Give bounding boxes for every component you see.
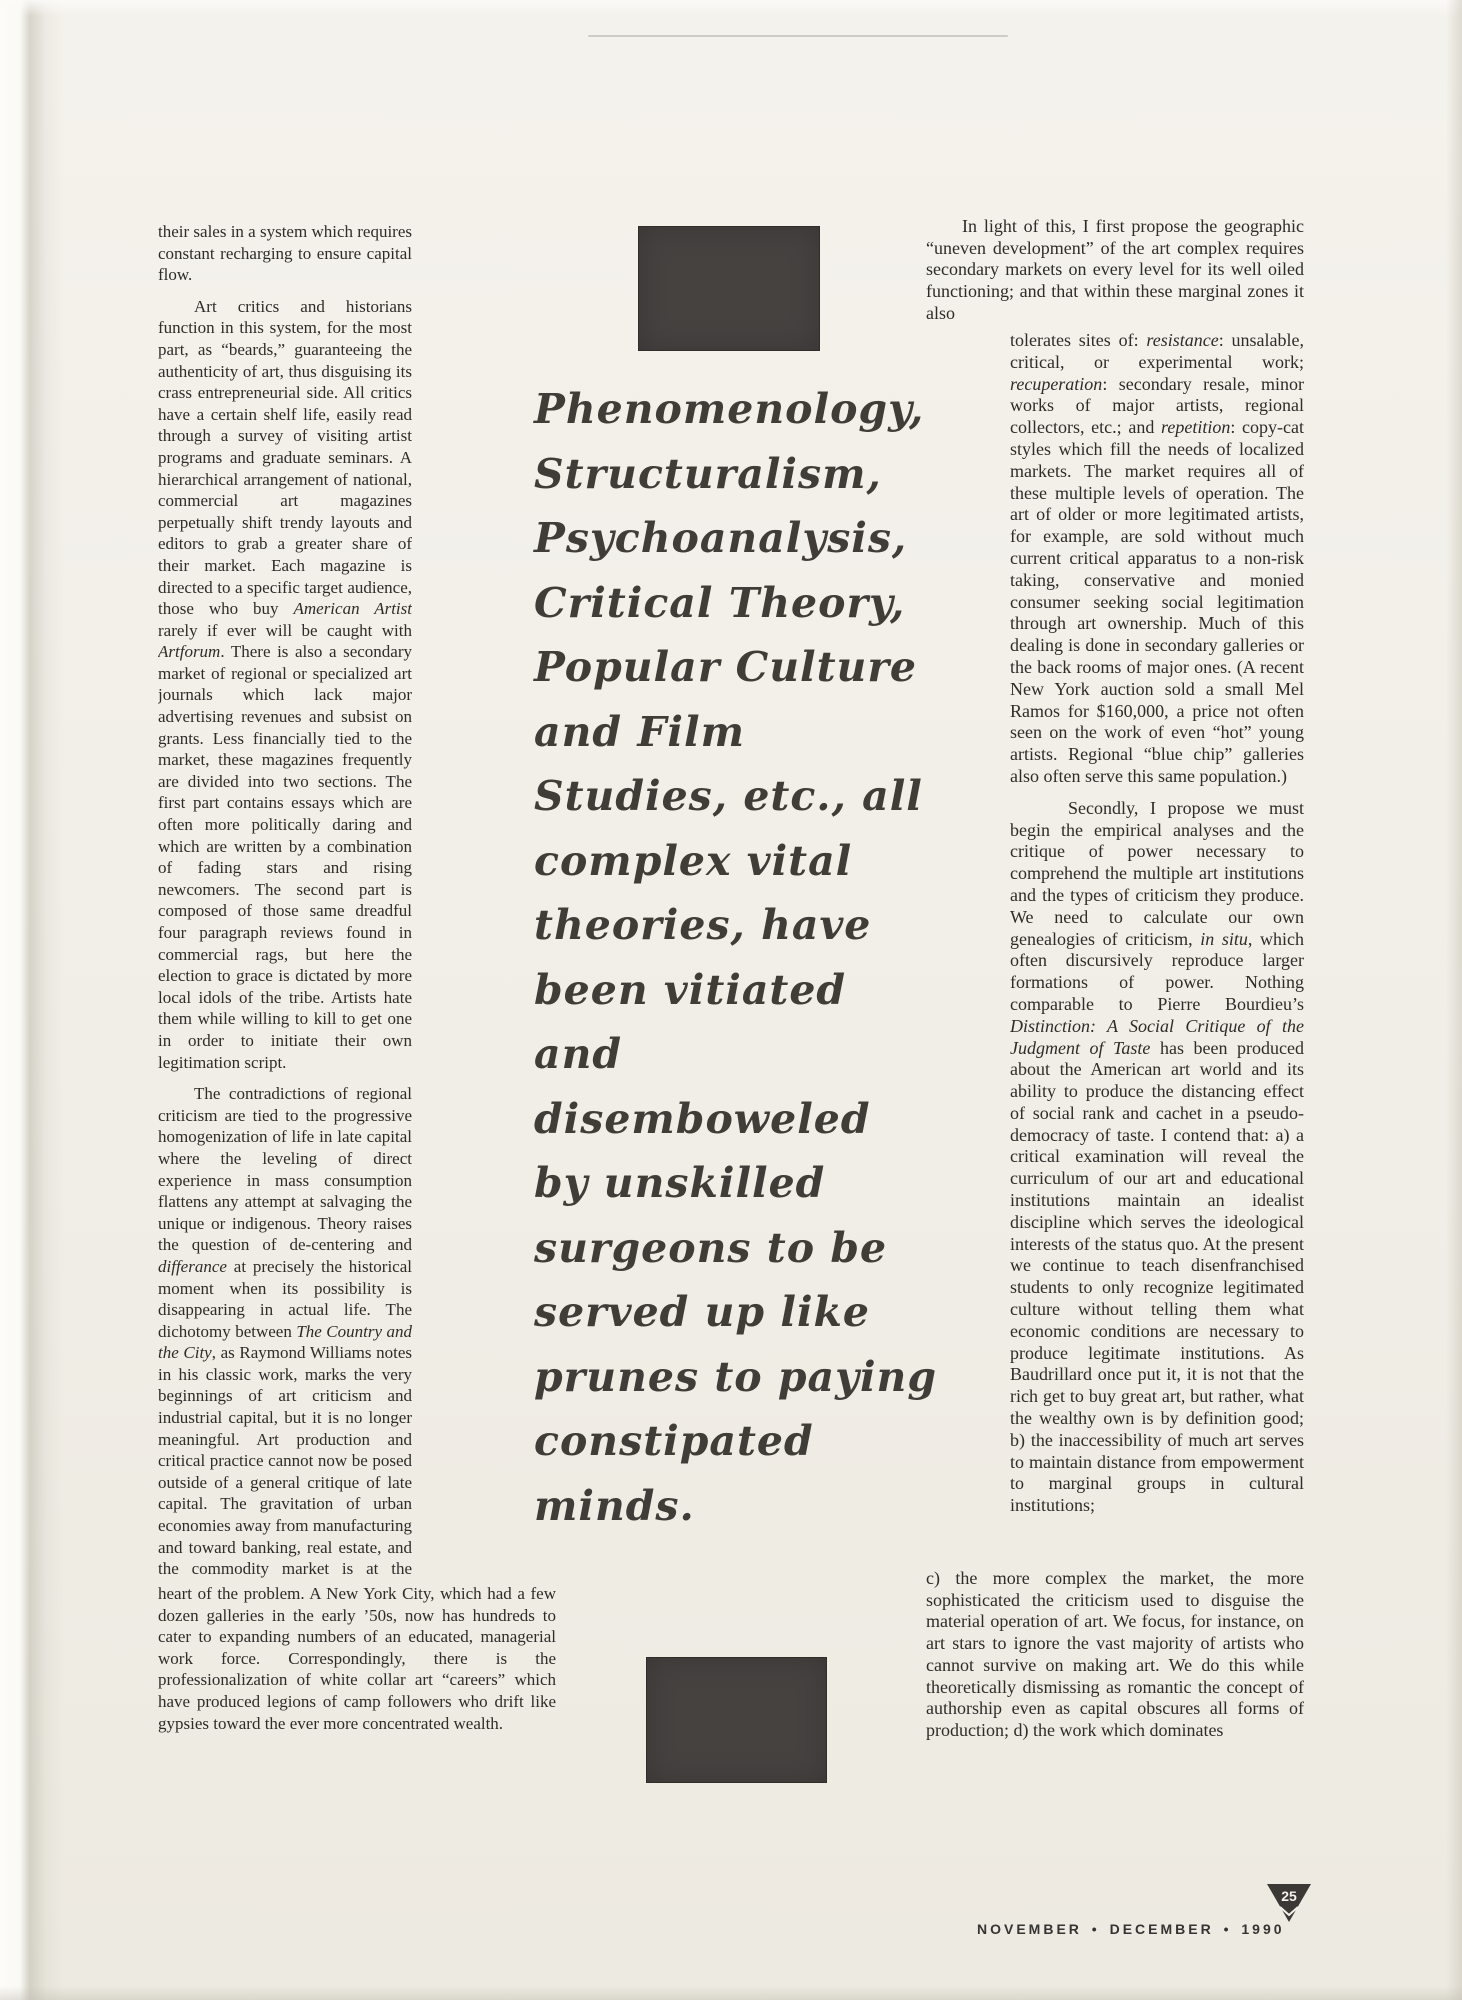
pull-quote-line: and: [534, 1030, 623, 1078]
pull-quote-line: minds.: [534, 1481, 695, 1530]
left-column-continuation: [158, 1583, 556, 1734]
scan-edge-top: [0, 0, 1462, 16]
paragraph: their sales in a system which requires constant recharging to ensure capital flow.: [158, 222, 412, 285]
pull-quote-line: Phenomenology,: [534, 385, 925, 433]
pull-quote-line: Studies, etc., all: [534, 772, 923, 820]
pull-quote-line: constipated: [534, 1417, 814, 1465]
pull-quote-line: theories, have: [534, 901, 872, 949]
scan-edge-left: [0, 0, 64, 2000]
pull-quote-line: surgeons to be: [534, 1223, 888, 1272]
pull-quote-line: served up like: [534, 1288, 871, 1336]
scan-edge-right: [1446, 0, 1462, 2000]
page-number: 25: [1281, 1888, 1297, 1904]
pull-quote-line: prunes to paying: [534, 1352, 937, 1401]
page-number-triangle: [1267, 1884, 1311, 1922]
pull-quote-line: been vitiated: [534, 965, 847, 1014]
left-column-text: [158, 221, 412, 1581]
pull-quote-line: Popular Culture: [534, 643, 918, 691]
pull-quote-line: by unskilled: [534, 1159, 826, 1207]
paragraph: In light of this, I first propose the geographic “uneven development” of the art complex requires secondary markets on every level for its well oiled functioning; and that within these marginal zones it also: [926, 216, 1304, 323]
paragraph: c) the more complex the market, the more sophisticated the criticism used to disguise the material operation of art. We focus, for instance, on art stars to ignore the vast majority of artists who cannot survive on making art. We do this while theoretically dismissing as romantic the concept of authorship even as capital obscures all forms of production; d) the work which dominates: [926, 1568, 1304, 1740]
right-column-intro: [926, 216, 1304, 329]
pull-quote: [534, 377, 937, 1538]
issue-date-footer: NOVEMBER • DECEMBER • 1990: [977, 1921, 1285, 1937]
black-image-block-bottom: [646, 1657, 827, 1783]
paragraph: tolerates sites of: resistance: unsalable, critical, or experimental work; recuperation: secondary resale, minor works of major artists, regional collectors, etc.; and repetition: copy-cat styles which fill the needs of localized markets. The market requires all of these multiple levels of operation. The art of older or more legitimated artists, for example, are sold without much current critical apparatus to a non-risk taking, conservative and monied consumer seeking social legitimation through art ownership. Much of this dealing is done in secondary galleries or the back rooms of major ones. (A recent New York auction sold a small Mel Ramos for $160,000, a price not often seen on the work of even “hot” young artists. Regional “blue chip” galleries also often serve this same population.): [1010, 330, 1304, 786]
pull-quote-line: and Film: [534, 707, 745, 756]
paper-crease-line: [588, 35, 1008, 37]
right-column-continuation: [926, 1568, 1304, 1742]
right-column-indented-text: [1010, 330, 1304, 1568]
paragraph: Art critics and historians function in this system, for the most part, as “beards,” guaranteeing the authenticity of art, thus disguising its crass entrepreneurial side. All critics have a certain shelf life, easily read through a survey of visiting artist programs and graduate seminars. A hierarchical arrangement of national, commercial art magazines perpetually shift trendy layouts and editors to grab a greater share of their market. Each magazine is directed to a specific target audience, those who buy American Artist rarely if ever will be caught with Artforum. There is also a secondary market of regional or specialized art journals which lack major advertising revenues and subsist on grants. Less financially tied to the market, these magazines frequently are divided into two sections. The first part contains essays which are often more politically daring and which are written by a combination of fading stars and rising newcomers. The second part is composed of those same dreadful four paragraph reviews found in commercial rags, but here the election to grace is dictated by more local idols of the tribe. Artists hate them while willing to kill to get one in order to initiate their own legitimation script.: [158, 296, 412, 1072]
pull-quote-line: Structuralism,: [534, 449, 882, 498]
pull-quote-line: complex vital: [534, 836, 853, 885]
pull-quote-line: Critical Theory,: [534, 578, 906, 627]
paragraph: heart of the problem. A New York City, which had a few dozen galleries in the early ’50s, now has hundreds to cater to expanding numbers of an educated, managerial work force. Correspondingly, there is the professionalization of white collar art “careers” which have produced legions of camp followers who drift like gypsies toward the ever more concentrated wealth.: [158, 1584, 556, 1733]
triangle-icon: [1267, 1884, 1311, 1922]
paragraph: The contradictions of regional criticism are tied to the progressive homogenization of life in late capital where the leveling of direct experience in mass consumption flattens any attempt at salvaging the unique or indigenous. Theory raises the question of de-centering and differance at precisely the historical moment when its possibility is disappearing in actual life. The dichotomy between The Country and the City, as Raymond Williams notes in his classic work, marks the very beginnings of art criticism and industrial capital, but it is no longer meaningful. Art production and critical practice cannot now be posed outside of a general critique of late capital. The gravitation of urban economies away from manufacturing and toward banking, real estate, and the commodity market is at the: [158, 1084, 412, 1579]
paragraph: Secondly, I propose we must begin the empirical analyses and the critique of power necessary to comprehend the multiple art institutions and the types of criticism they produce. We need to calculate our own genealogies of criticism, in situ, which often discursively reproduce larger formations of power. Nothing comparable to Pierre Bourdieu’s Distinction: A Social Critique of the Judgment of Taste has been produced about the American art world and its ability to produce the distancing effect of social rank and cachet in a pseudo-democracy of taste. I contend that: a) a critical examination will reveal the curriculum of our art and educational institutions maintain an idealist discipline which serves the ideological interests of the status quo. At the present we continue to teach disenfranchised students to only recognize legitimated culture without telling them what economic conditions are necessary to produce legitimate institutions. As Baudrillard once put it, it is not that the rich get to buy great art, but rather, what the wealthy own is by definition good; b) the inaccessibility of much art serves to maintain distance from empowerment to marginal groups in cultural institutions;: [1010, 797, 1304, 1516]
scan-edge-bottom: [0, 1986, 1462, 2000]
pull-quote-line: disemboweled: [534, 1094, 871, 1143]
black-image-block-top: [638, 226, 820, 351]
pull-quote-line: Psychoanalysis,: [534, 514, 908, 562]
